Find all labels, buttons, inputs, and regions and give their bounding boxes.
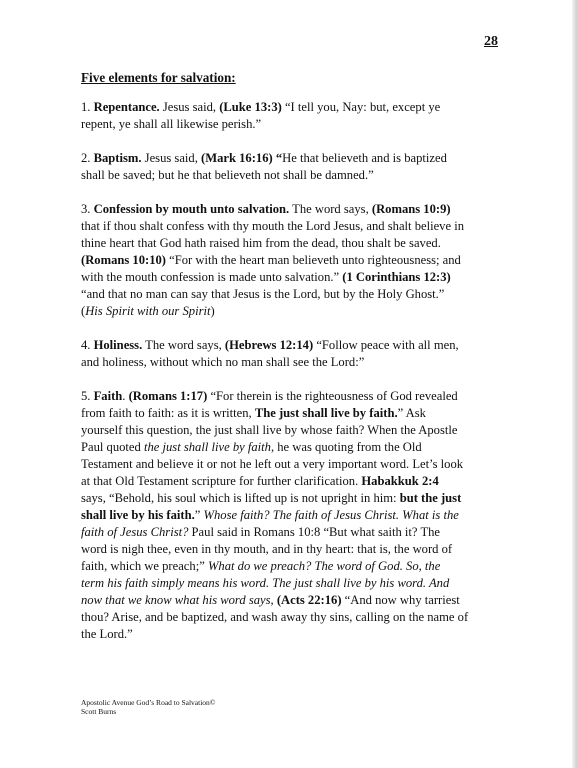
text-line xyxy=(81,473,509,490)
paragraph xyxy=(81,150,509,184)
text-run: 5. xyxy=(81,389,94,403)
text-run: 3. xyxy=(81,202,94,216)
text-run: Testament and believe it or not he left out a very important word. Let’s look xyxy=(81,457,464,471)
text-run: The word says, xyxy=(289,202,372,216)
text-line xyxy=(81,575,509,592)
italic-text: His Spirit with our Spirit xyxy=(85,304,211,318)
text-run: the Lord.” xyxy=(81,627,133,641)
text-line xyxy=(81,99,509,116)
text-run: Jesus said, xyxy=(159,100,220,114)
bold-text: (Acts 22:16) xyxy=(276,593,342,607)
text-run: thou? Arise, and be baptized, and wash away thy sins, calling on the name of xyxy=(81,610,469,624)
bold-text: Habakkuk 2:4 xyxy=(361,474,439,488)
footer-author: Scott Burns xyxy=(81,707,117,716)
text-run: “For with the heart man believeth unto righteousness; and xyxy=(166,253,461,267)
body-text xyxy=(81,99,509,643)
text-line xyxy=(81,269,509,286)
text-line xyxy=(81,609,509,626)
bold-text: (Romans 1:17) xyxy=(128,389,208,403)
text-run: at that Old Testament scripture for further clarification. xyxy=(81,474,362,488)
text-run: shall be saved; but he that believeth not shall be damned.” xyxy=(81,168,374,182)
bold-text: Confession by mouth unto salvation. xyxy=(93,202,290,216)
bold-text: Holiness. xyxy=(93,338,143,352)
text-run: “I tell you, Nay: but, except ye xyxy=(281,100,441,114)
text-line xyxy=(81,490,509,507)
bold-text: but the just xyxy=(399,491,462,505)
text-run: . xyxy=(122,389,129,403)
text-run: and holiness, without which no man shall see the Lord:” xyxy=(81,355,365,369)
text-line xyxy=(81,405,509,422)
text-run: 1. xyxy=(81,100,94,114)
bold-text: (Romans 10:10) xyxy=(81,253,167,267)
bold-text: (Luke 13:3) xyxy=(219,100,282,114)
text-run: , he was quoting from the Old xyxy=(270,440,422,454)
text-line xyxy=(81,422,509,439)
italic-text: the just shall live by faith xyxy=(143,440,271,454)
text-line xyxy=(81,337,509,354)
bold-text: Baptism. xyxy=(93,151,142,165)
paragraph xyxy=(81,201,509,320)
text-run: “For therein is the righteousness of God revealed xyxy=(207,389,458,403)
bold-text: (1 Corinthians 12:3) xyxy=(342,270,451,284)
text-line xyxy=(81,388,509,405)
italic-text: term his faith simply means his word. The just shall live by his word. And xyxy=(81,576,450,590)
text-run: He that believeth and is baptized xyxy=(282,151,447,165)
italic-text: What do we preach? The word of God. So, the xyxy=(207,559,441,573)
text-run: thine heart that God hath raised him from the dead, thou shalt be saved. xyxy=(81,236,441,250)
bold-text: Faith xyxy=(93,389,123,403)
bold-text: shall live by his faith. xyxy=(81,508,195,522)
text-run: ” xyxy=(194,508,204,522)
text-line xyxy=(81,507,509,524)
footer xyxy=(81,698,216,716)
text-line xyxy=(81,303,509,320)
bold-text: (Romans 10:9) xyxy=(371,202,451,216)
text-run: Jesus said, xyxy=(141,151,202,165)
paragraph xyxy=(81,99,509,133)
text-line xyxy=(81,592,509,609)
text-line xyxy=(81,354,509,371)
text-run: repent, ye shall all likewise perish.” xyxy=(81,117,262,131)
italic-text: faith of Jesus Christ? xyxy=(81,525,189,539)
text-run: The word says, xyxy=(142,338,225,352)
text-line xyxy=(81,524,509,541)
bold-text: Repentance. xyxy=(93,100,160,114)
italic-text: now that we know what his word says, xyxy=(81,593,277,607)
text-run: “Follow peace with all men, xyxy=(313,338,459,352)
text-run: ) xyxy=(210,304,215,318)
bold-text: (Mark 16:16) “ xyxy=(201,151,283,165)
text-line xyxy=(81,201,509,218)
text-line xyxy=(81,541,509,558)
italic-text: Whose faith? The faith of Jesus Christ. What is the xyxy=(203,508,459,522)
text-run: from faith to faith: as it is written, xyxy=(81,406,255,420)
paragraph xyxy=(81,388,509,643)
bold-text: The just shall live by faith. xyxy=(254,406,398,420)
text-run: says, “Behold, his soul which is lifted up is not upright in him: xyxy=(81,491,400,505)
text-line xyxy=(81,218,509,235)
text-line xyxy=(81,167,509,184)
text-line xyxy=(81,439,509,456)
text-line xyxy=(81,558,509,575)
text-line xyxy=(81,235,509,252)
section-heading: Five elements for salvation: xyxy=(81,70,236,85)
text-line xyxy=(81,150,509,167)
text-run: Paul said in Romans 10:8 “But what saith it? The xyxy=(188,525,441,539)
page-edge-shadow xyxy=(572,0,577,768)
paragraph xyxy=(81,337,509,371)
text-run: faith, which we preach;” xyxy=(81,559,208,573)
footer-title: Apostolic Avenue God’s Road to Salvation© xyxy=(81,698,216,707)
text-run: that if thou shalt confess with thy mouth the Lord Jesus, and shalt believe in xyxy=(81,219,464,233)
text-run: 2. xyxy=(81,151,94,165)
text-run: “and that no man can say that Jesus is the Lord, but by the Holy Ghost.” xyxy=(81,287,445,301)
text-line xyxy=(81,252,509,269)
text-run: with the mouth confession is made unto salvation.” xyxy=(81,270,343,284)
bold-text: (Hebrews 12:14) xyxy=(224,338,314,352)
text-run: 4. xyxy=(81,338,94,352)
text-run: ( xyxy=(81,304,86,318)
text-run: Paul quoted xyxy=(81,440,144,454)
page-number: 28 xyxy=(484,34,498,49)
text-line xyxy=(81,456,509,473)
text-run: word is nigh thee, even in thy mouth, and in thy heart: that is, the word of xyxy=(81,542,453,556)
text-run: yourself this question, the just shall live by whose faith? When the Apostle xyxy=(81,423,458,437)
text-run: ” Ask xyxy=(397,406,426,420)
text-line xyxy=(81,116,509,133)
text-run: “And now why tarriest xyxy=(341,593,460,607)
text-line xyxy=(81,286,509,303)
text-line xyxy=(81,626,509,643)
